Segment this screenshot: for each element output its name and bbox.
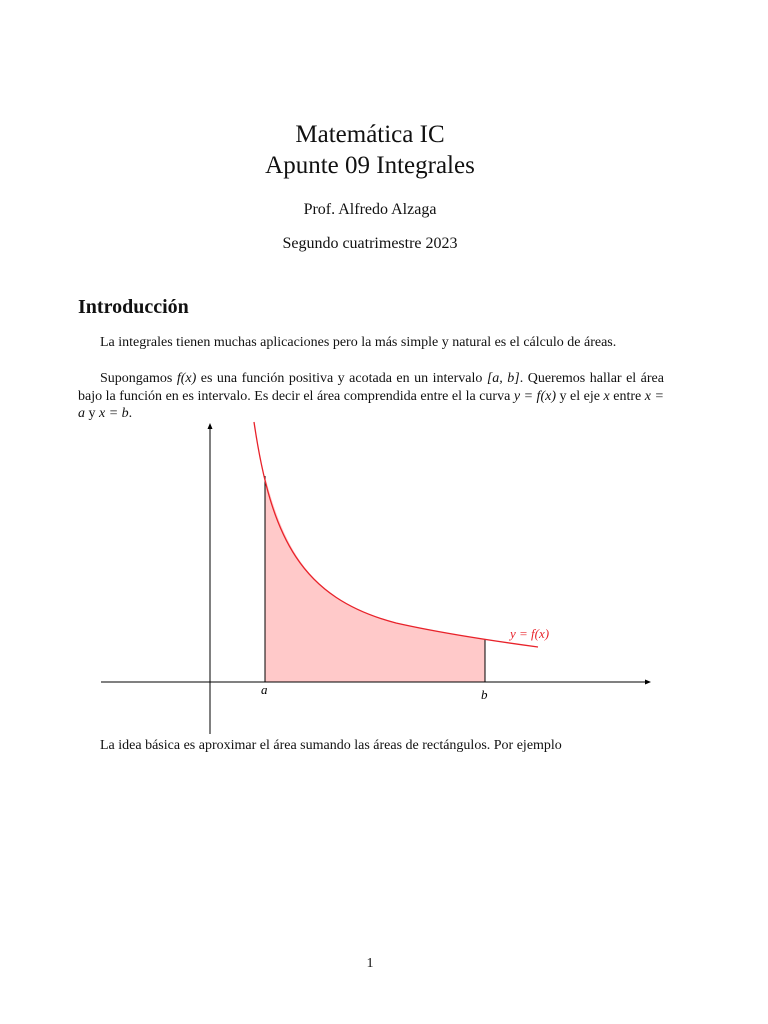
y-axis-arrowhead [208,423,213,429]
page-number: 1 [366,956,374,971]
tick-label-b: b [481,687,488,702]
document-title: Matemática IC [295,121,445,148]
paragraph-approximation: La idea básica es aproximar el área sumando las áreas de rectángulos. Por ejemplo [100,738,562,753]
paragraph-definition: Supongamos f(x) es una función positiva y acotada en un intervalo [a, b]. Queremos hallar el área bajo la función en es intervalo. Es decir el área comprendida entre el la curva y = f(x) y el eje x entre x = a y x = b. [78,371,664,421]
document-subtitle: Apunte 09 Integrales [265,152,475,179]
author: Prof. Alfredo Alzaga [303,201,437,218]
x-axis-arrowhead [645,680,651,685]
date: Segundo cuatrimestre 2023 [282,235,458,252]
paragraph-intro: La integrales tienen muchas aplicaciones pero la más simple y natural es el cálculo de áreas. [100,335,617,350]
section-heading: Introducción [78,296,189,318]
shaded-area-region [265,476,485,682]
area-under-curve-figure [96,418,656,736]
tick-label-a: a [261,682,268,697]
curve-label: y = f(x) [510,626,550,641]
